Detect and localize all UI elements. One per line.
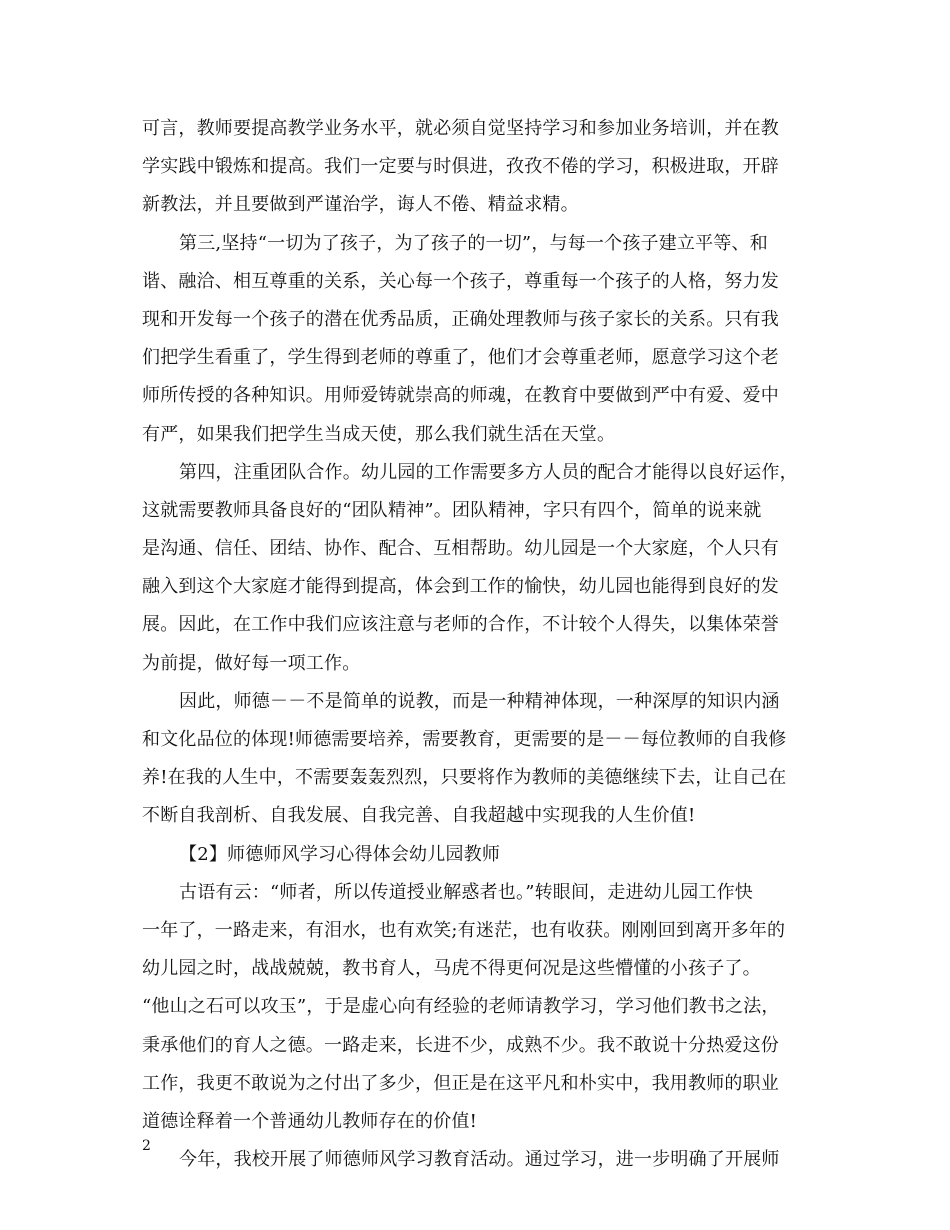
text-line: 秉承他们的育人之德。一路走来，长进不少，成熟不少。我不敢说十分热爱这份 <box>142 1034 779 1056</box>
text-line: 师所传授的各种知识。用师爱铸就崇高的师魂，在教育中要做到严中有爱、爱中 <box>142 385 779 407</box>
text-line: 为前提，做好每一项工作。 <box>142 652 361 674</box>
text-line: 可言，教师要提高教学业务水平，就必须自觉坚持学习和参加业务培训，并在教 <box>142 118 779 139</box>
text-line: 幼儿园之时，战战兢兢，教书育人，马虎不得更何况是这些懵懂的小孩子了。 <box>142 958 761 980</box>
text-line: 是沟通、信任、团结、协作、配合、互相帮助。幼儿园是一个大家庭，个人只有 <box>142 538 779 560</box>
text-line: 古语有云：“师者，所以传道授业解惑者也。”转眼间，走进幼儿园工作快 <box>179 881 754 903</box>
text-line: 有严，如果我们把学生当成天使，那么我们就生活在天堂。 <box>142 423 616 445</box>
text-line: 和文化品位的体现!师德需要培养，需要教育，更需要的是－－每位教师的自我修 <box>142 729 787 750</box>
body-text <box>142 110 824 1179</box>
text-line: 谐、融洽、相互尊重的关系，关心每一个孩子，尊重每一个孩子的人格，努力发 <box>142 270 779 292</box>
text-line: 因此，师德－－不是简单的说教，而是一种精神体现，一种深厚的知识内涵 <box>179 690 780 712</box>
text-line: 现和开发每一个孩子的潜在优秀品质，正确处理教师与孩子家长的关系。只有我 <box>142 308 779 330</box>
text-line: 【2】师德师风学习心得体会幼儿园教师 <box>179 843 501 865</box>
page-number: 2 <box>142 1138 151 1154</box>
text-line: 今年，我校开展了师德师风学习教育活动。通过学习，进一步明确了开展师 <box>179 1149 780 1171</box>
text-line: 养!在我的人生中，不需要轰轰烈烈，只要将作为教师的美德继续下去，让自己在 <box>142 767 787 789</box>
text-line: 第四，注重团队合作。幼儿园的工作需要多方人员的配合才能得以良好运作， <box>179 461 798 483</box>
text-line: 工作，我更不敢说为之付出了多少，但正是在这平凡和朴实中，我用教师的职业 <box>142 1072 779 1094</box>
text-line: 第三,坚持“一切为了孩子，为了孩子的一切”，与每一个孩子建立平等、和 <box>179 232 768 254</box>
text-line: 新教法，并且要做到严谨治学，诲人不倦、精益求精。 <box>142 194 579 216</box>
text-line: 道德诠释着一个普通幼儿教师存在的价值! <box>142 1110 478 1132</box>
text-line: “他山之石可以攻玉”，于是虚心向有经验的老师请教学习，学习他们教书之法， <box>142 996 780 1018</box>
text-line: 一年了，一路走来，有泪水，也有欢笑;有迷茫，也有收获。刚刚回到离开多年的 <box>142 919 786 941</box>
text-line: 这就需要教师具备良好的“团队精神”。团队精神，字只有四个，简单的说来就 <box>142 499 762 521</box>
text-line: 学实践中锻炼和提高。我们一定要与时俱进，孜孜不倦的学习，积极进取，开辟 <box>142 156 779 178</box>
text-line: 不断自我剖析、自我发展、自我完善、自我超越中实现我的人生价值! <box>142 805 696 827</box>
text-line: 们把学生看重了，学生得到老师的尊重了，他们才会尊重老师，愿意学习这个老 <box>142 347 779 369</box>
text-line: 融入到这个大家庭才能得到提高，体会到工作的愉快，幼儿园也能得到良好的发 <box>142 576 779 598</box>
text-line: 展。因此，在工作中我们应该注意与老师的合作，不计较个人得失，以集体荣誉 <box>142 614 779 636</box>
